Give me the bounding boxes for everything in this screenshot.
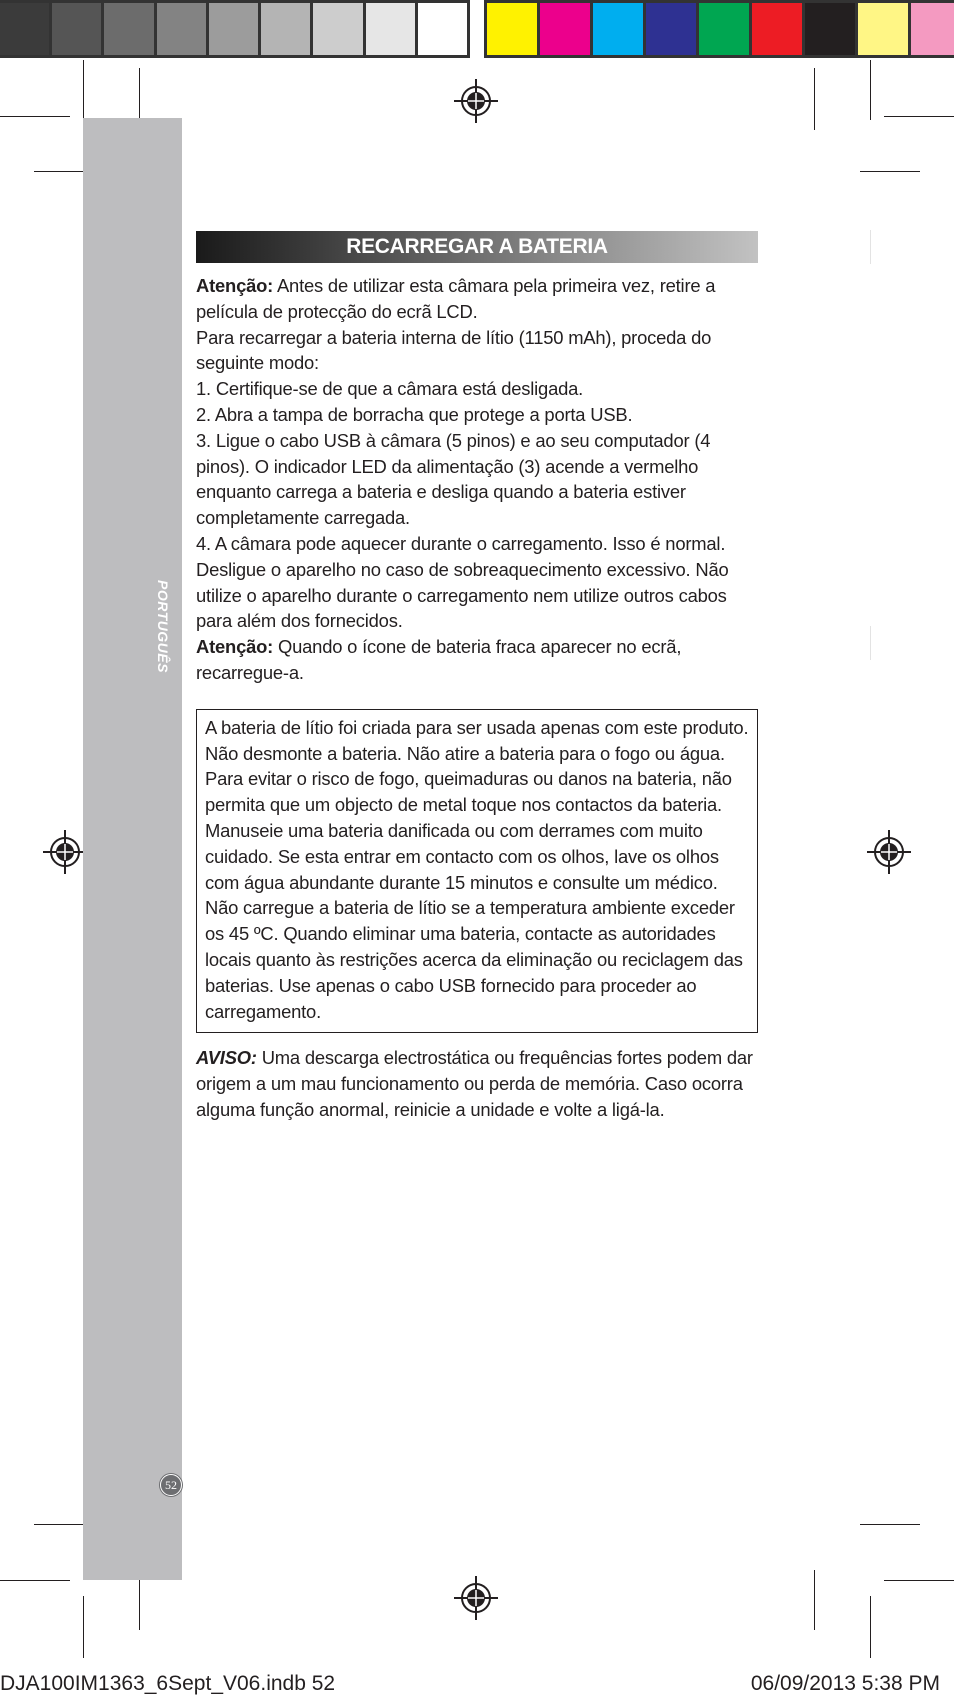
crop-mark — [870, 1596, 871, 1658]
color-swatch — [646, 3, 699, 55]
gray-swatch — [157, 3, 209, 55]
gray-swatch — [418, 3, 467, 55]
registration-mark-icon — [453, 78, 499, 124]
registration-mark-icon — [42, 829, 88, 875]
crop-mark — [814, 1570, 815, 1630]
registration-mark-icon — [866, 829, 912, 875]
step-item: 1. Certifique-se de que a câmara está desligada. — [196, 378, 584, 400]
print-color-bar — [0, 0, 954, 58]
intro-paragraph: Para recarregar a bateria interna de lítio (1150 mAh), proceda do seguinte modo: — [196, 326, 712, 374]
color-swatches — [484, 0, 954, 58]
color-swatch — [593, 3, 646, 55]
color-swatch — [752, 3, 805, 55]
crop-mark — [884, 1580, 954, 1581]
margin-hairline — [870, 230, 871, 264]
file-info-slug: DJA100IM1363_6Sept_V06.indb 52 — [0, 1672, 336, 1695]
attention-text: Antes de utilizar esta câmara pela primeira vez, retire a película de protecção do ecrã LCD. — [196, 275, 716, 322]
crop-mark — [860, 171, 920, 172]
gray-swatch — [366, 3, 418, 55]
crop-mark — [860, 1524, 920, 1525]
crop-mark — [870, 60, 871, 120]
aviso-text: Uma descarga electrostática ou frequências fortes podem dar origem a um mau funcionamento ou perda de memória. Caso ocorra alguma função anormal, reinicie a unidade e volte a ligá-la. — [196, 1047, 753, 1120]
crop-mark — [814, 68, 815, 130]
gray-swatch — [209, 3, 261, 55]
color-swatch — [858, 3, 911, 55]
gray-swatches — [0, 0, 470, 58]
battery-warning-box: A bateria de lítio foi criada para ser usada apenas com este produto. Não desmonte a bateria. Não atire a bateria para o fogo ou água. Para evitar o risco de fogo, queimaduras ou danos na bateria, não permita que um objecto de metal toque nos contactos da bateria. Manuseie uma bateria danificada ou com derrames com muito cuidado. Se esta entrar em contacto com os olhos, lave os olhos com água abundante durante 15 minutos e consulte um médico. Não carregue a bateria de lítio se a temperatura ambiente exceder os 45 ºC. Quando eliminar uma bateria, contacte as autoridades locais quanto às restrições acerca da eliminação ou reciclagem das baterias. Use apenas o cabo USB fornecido para proceder ao carregamento. — [196, 709, 758, 1034]
crop-mark — [0, 116, 70, 117]
attention-note — [196, 273, 758, 325]
aviso-label: AVISO: — [196, 1047, 257, 1069]
gray-swatch — [313, 3, 365, 55]
gray-swatch — [261, 3, 313, 55]
page-content — [196, 231, 758, 1141]
attention-label: Atenção: — [196, 275, 274, 296]
crop-mark — [884, 116, 954, 117]
attention-note — [196, 634, 758, 686]
step-item: 4. A câmara pode aquecer durante o carregamento. Isso é normal. Desligue o aparelho no caso de sobreaquecimento excessivo. Não utilize o aparelho durante o carregamento nem utilize outros cabos para além dos fornecidos. — [196, 532, 729, 632]
crop-mark — [83, 60, 84, 120]
section-title: RECARREGAR A BATERIA — [196, 231, 758, 263]
aviso-note — [196, 1045, 758, 1122]
side-band — [83, 118, 182, 1580]
attention-text: Quando o ícone de bateria fraca aparecer no ecrã, recarregue-a. — [196, 636, 682, 683]
attention-label: Atenção: — [196, 636, 274, 658]
page-number-badge: 52 — [160, 1474, 182, 1496]
step-item: 3. Ligue o cabo USB à câmara (5 pinos) e ao seu computador (4 pinos). O indicador LED da alimentação (3) acende a vermelho enquanto carrega a bateria e desliga quando a bateria estiver completamente carregada. — [196, 429, 711, 529]
gray-swatch — [0, 3, 52, 55]
color-swatch — [487, 3, 540, 55]
margin-hairline — [870, 626, 871, 660]
color-swatch — [805, 3, 858, 55]
color-swatch — [911, 3, 954, 55]
language-tab-label: PORTUGUÊS — [155, 580, 171, 673]
color-swatch — [540, 3, 593, 55]
crop-mark — [0, 1580, 70, 1581]
crop-mark — [83, 1596, 84, 1658]
gray-swatch — [52, 3, 104, 55]
registration-mark-icon — [453, 1575, 499, 1621]
step-item: 2. Abra a tampa de borracha que protege a porta USB. — [196, 403, 633, 425]
date-time-slug: 06/09/2013 5:38 PM — [750, 1672, 940, 1695]
gray-swatch — [104, 3, 156, 55]
color-swatch — [699, 3, 752, 55]
